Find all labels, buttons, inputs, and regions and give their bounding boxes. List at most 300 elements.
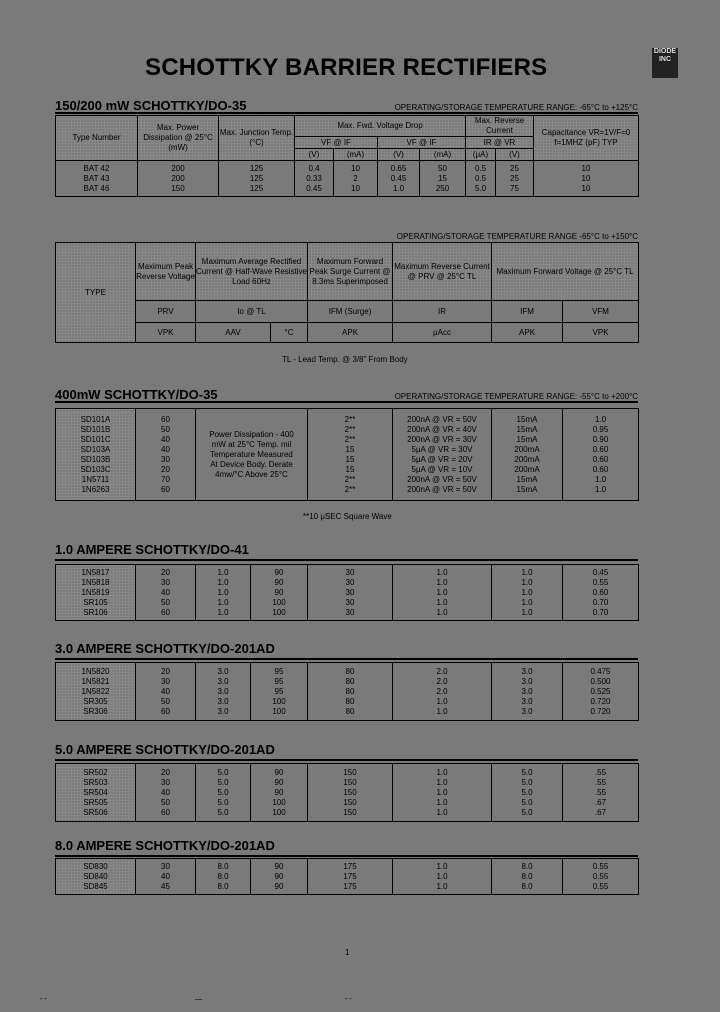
col-prv [136, 764, 196, 822]
cell-value: 125 [249, 183, 264, 193]
cell-value: 1.0 [217, 587, 229, 597]
cell-value: 5.0 [521, 807, 533, 817]
cell-value: 1N5817 [81, 567, 110, 577]
cell-value: 200 [171, 163, 185, 173]
table-5a [55, 763, 639, 822]
cell-value: 100 [272, 597, 286, 607]
cell-value: 100 [272, 797, 286, 807]
cell-value: 0.475 [590, 666, 611, 676]
cell-value: SD103A [80, 444, 111, 454]
section-title-400mw: 400mW SCHOTTKY/DO-35 [55, 387, 218, 402]
sym-prv: PRV [136, 301, 196, 323]
hdr-capacitance: Capacitance VR=1V/F=0 f=1MHZ (pF) TYP [534, 116, 639, 161]
cell-value: 0.4 [308, 163, 320, 173]
cell-value: 0.525 [590, 686, 611, 696]
cell-value: 2.0 [436, 676, 448, 686]
cell-value: 90 [274, 577, 284, 587]
square-wave-note: **10 μSEC Square Wave [303, 512, 392, 521]
cell-value: 5μA @ VR = 30V [411, 444, 473, 454]
cell-value: 100 [272, 607, 286, 617]
col-ifm [492, 565, 563, 621]
cell-value: .67 [594, 807, 607, 817]
cell-value: 2.0 [436, 666, 448, 676]
cell-value: BAT 43 [83, 173, 110, 183]
col-ifm [492, 764, 563, 822]
section-title-150-200mw: 150/200 mW SCHOTTKY/DO-35 [55, 98, 247, 113]
hdr-ir-at-vr: IR @ VR [466, 137, 534, 149]
col-ir [393, 663, 492, 721]
col-io [196, 565, 251, 621]
cell-value: 1.0 [436, 797, 448, 807]
cell-value: 1.0 [436, 567, 448, 577]
cell-value: 1.0 [392, 183, 405, 193]
cell-value: 30 [161, 454, 170, 464]
cell-value: SR502 [83, 767, 108, 777]
cell-value: 1.0 [436, 696, 448, 706]
cell-value: SR504 [83, 787, 108, 797]
cell-value: 90 [274, 881, 284, 891]
cell-value: 200nA @ VR = 50V [407, 474, 477, 484]
cell-value: 2** [344, 414, 356, 424]
cell-value: 0.60 [592, 454, 609, 464]
hdr-power-dissipation: Max. Power Dissipation @ 25°C (mW) [138, 116, 219, 161]
col-junction [219, 161, 295, 197]
cell-value: 0.60 [592, 444, 609, 454]
cell-value: BAT 46 [83, 183, 110, 193]
table-3a [55, 662, 639, 721]
cell-value: 15 [438, 173, 447, 183]
unit-apk: APK [308, 323, 393, 343]
cell-value: mW at 25°C Temp. mil [211, 439, 292, 449]
cell-value: 30 [161, 777, 170, 787]
cell-value: 50 [438, 163, 447, 173]
hdr-avg-rectified-current: Maximum Average Rectified Current @ Half-Wave Resistive Load 60Hz [196, 243, 308, 301]
cell-value: 200 [171, 173, 185, 183]
cell-value: 0.90 [592, 434, 609, 444]
page-number: 1 [345, 948, 350, 957]
cell-value: 50 [161, 424, 170, 434]
cell-value: 2 [353, 173, 358, 183]
cell-value: 8.0 [521, 881, 533, 891]
cell-value: 95 [274, 686, 284, 696]
cell-value: 3.0 [521, 666, 533, 676]
cell-value: 20 [161, 666, 170, 676]
page-title: SCHOTTKY BARRIER RECTIFIERS [145, 54, 548, 81]
cell-value: 0.60 [592, 587, 609, 597]
cell-value: 20 [161, 567, 170, 577]
cell-value: 25 [510, 173, 519, 183]
cell-value: 1.0 [217, 597, 229, 607]
hdr-vf-at-if-a: VF @ IF [295, 137, 378, 149]
table-1a [55, 564, 639, 621]
col-io [196, 764, 251, 822]
cell-value: 40 [161, 686, 170, 696]
col-surge [308, 565, 393, 621]
cell-value: 150 [343, 767, 357, 777]
table-8a [55, 858, 639, 895]
unit-vpk: VPK [136, 323, 196, 343]
footer-mark-mid: — [195, 996, 202, 1003]
cell-value: 0.720 [590, 696, 611, 706]
cell-value: 0.55 [592, 871, 609, 881]
cell-value: 15 [345, 444, 355, 454]
unit-apk: APK [492, 323, 563, 343]
cell-value: 1.0 [436, 787, 448, 797]
col-type [56, 565, 136, 621]
cell-value: 80 [345, 696, 355, 706]
cell-value: 95 [274, 666, 284, 676]
cell-value: 30 [345, 607, 355, 617]
cell-value: 1.0 [521, 577, 533, 587]
cell-value: .55 [594, 777, 607, 787]
section-rule [55, 658, 638, 660]
unit-v: (V) [378, 149, 420, 161]
cell-value: 0.55 [592, 881, 609, 891]
cell-value: 40 [161, 434, 170, 444]
cell-value: 25 [510, 163, 519, 173]
cell-value: 60 [161, 807, 170, 817]
cell-value: 150 [343, 797, 357, 807]
cell-value: 1N5818 [81, 577, 110, 587]
col-prv [136, 565, 196, 621]
cell-value: 15mA [516, 484, 538, 494]
col-type [56, 859, 136, 895]
section-rule [55, 855, 638, 857]
cell-value: 1N5711 [81, 474, 110, 484]
cell-value: 1.0 [436, 777, 448, 787]
cell-value: 2** [344, 424, 356, 434]
cell-value: SR105 [83, 597, 108, 607]
unit-ma: (mA) [420, 149, 466, 161]
cell-value: SD103B [80, 454, 111, 464]
cell-value: 1N5822 [81, 686, 110, 696]
hdr-max-forward-voltage: Maximum Forward Voltage @ 25°C TL [492, 243, 639, 301]
col-ir [466, 161, 496, 197]
cell-value: 45 [161, 881, 170, 891]
cell-value: 0.500 [590, 676, 611, 686]
cell-value: 1.0 [594, 474, 607, 484]
cell-value: SR505 [83, 797, 108, 807]
cell-value: 90 [274, 871, 284, 881]
cell-value: 1.0 [217, 577, 229, 587]
section-rule [55, 112, 638, 114]
cell-value: 5.0 [521, 777, 533, 787]
cell-value: 5.0 [217, 807, 229, 817]
hdr-peak-reverse-voltage: Maximum Peak Reverse Voltage [136, 243, 196, 301]
cell-value: 30 [161, 676, 170, 686]
cell-value: 1.0 [521, 597, 533, 607]
cell-value: 80 [345, 676, 355, 686]
cell-value: 2** [344, 434, 356, 444]
cell-value: SR506 [83, 807, 108, 817]
cell-value: 3.0 [521, 676, 533, 686]
cell-value: 2** [344, 474, 356, 484]
col-tl [251, 565, 308, 621]
col-type-number [56, 161, 138, 197]
col-prv [136, 663, 196, 721]
cell-value: .55 [594, 767, 607, 777]
cell-value: SR503 [83, 777, 108, 787]
cell-value: 50 [161, 797, 170, 807]
sym-ifm-surge: IFM (Surge) [308, 301, 393, 323]
cell-value: 5.0 [474, 183, 487, 193]
cell-value: 15 [345, 454, 355, 464]
cell-value: 1.0 [436, 706, 448, 716]
cell-value: 50 [161, 696, 170, 706]
cell-value: 1.0 [217, 567, 229, 577]
cell-value: 4mw/°C Above 25°C [215, 469, 288, 479]
cell-value: 1.0 [436, 607, 448, 617]
cell-value: 0.45 [306, 183, 322, 193]
unit-celsius: °C [271, 323, 308, 343]
cell-value: 15mA [516, 414, 538, 424]
cell-value: 2.0 [436, 686, 448, 696]
temp-range-s3: OPERATING/STORAGE TEMPERATURE RANGE: -55°C to +200°C [394, 392, 638, 401]
lead-temp-note: TL - Lead Temp. @ 3/8" From Body [282, 355, 408, 364]
cell-value: 40 [161, 787, 170, 797]
unit-uacc: μAcc [393, 323, 492, 343]
cell-value: 90 [274, 777, 284, 787]
cell-value: 1N5820 [81, 666, 110, 676]
cell-value: 5.0 [521, 797, 533, 807]
cell-value: 50 [161, 597, 170, 607]
col-if1 [334, 161, 378, 197]
cell-value: 200mA [514, 464, 540, 474]
cell-value: 8.0 [217, 861, 229, 871]
hdr-peak-surge-current: Maximum Forward Peak Surge Current @ 8.3ms Superimposed [308, 243, 393, 301]
cell-value: 0.95 [592, 424, 609, 434]
cell-value: 80 [345, 686, 355, 696]
cell-value: 30 [345, 567, 355, 577]
cell-value: 125 [249, 163, 264, 173]
cell-value: 30 [345, 597, 355, 607]
col-type [56, 764, 136, 822]
company-logo [652, 48, 678, 78]
cell-value: 150 [171, 183, 185, 193]
section-title-3a: 3.0 AMPERE SCHOTTKY/DO-201AD [55, 641, 275, 656]
cell-value: 175 [343, 871, 357, 881]
hdr-junction-temp: Max. Junction Temp. (°C) [219, 116, 295, 161]
cell-value: 200nA @ VR = 50V [407, 484, 477, 494]
col-surge [308, 409, 393, 501]
cell-value: 200nA @ VR = 30V [407, 434, 477, 444]
section-title-8a: 8.0 AMPERE SCHOTTKY/DO-201AD [55, 838, 275, 853]
cell-value: 15 [345, 464, 355, 474]
cell-value: SD845 [83, 881, 108, 891]
cell-value: 3.0 [521, 686, 533, 696]
cell-value: 8.0 [521, 871, 533, 881]
cell-value: 8.0 [521, 861, 533, 871]
cell-value: 3.0 [217, 676, 229, 686]
hdr-vf-at-if-b: VF @ IF [378, 137, 466, 149]
cell-value: 0.55 [592, 861, 609, 871]
hdr-type: TYPE [56, 243, 136, 343]
col-tl [251, 859, 308, 895]
cell-value: 100 [272, 807, 286, 817]
col-prv [136, 409, 196, 501]
power-dissipation-note [196, 409, 308, 501]
unit-v: (V) [295, 149, 334, 161]
col-vfm [563, 859, 639, 895]
cell-value: 8.0 [217, 881, 229, 891]
cell-value: 0.65 [390, 163, 407, 173]
cell-value: 5μA @ VR = 20V [411, 454, 473, 464]
cell-value: BAT 42 [83, 163, 110, 173]
col-ifm [492, 409, 563, 501]
cell-value: 5.0 [521, 787, 533, 797]
cell-value: 0.45 [592, 567, 609, 577]
col-ir [393, 565, 492, 621]
col-tl [251, 663, 308, 721]
cell-value: SD101B [80, 424, 111, 434]
cell-value: 90 [274, 787, 284, 797]
cell-value: SD103C [80, 464, 111, 474]
cell-value: 5μA @ VR = 10V [411, 464, 473, 474]
cell-value: 3.0 [521, 706, 533, 716]
unit-vpk: VPK [563, 323, 639, 343]
cell-value: 0.5 [474, 173, 487, 183]
cell-value: 2** [344, 484, 356, 494]
section-title-1a: 1.0 AMPERE SCHOTTKY/DO-41 [55, 542, 249, 557]
col-surge [308, 764, 393, 822]
col-vf1 [295, 161, 334, 197]
cell-value: 0.70 [592, 607, 609, 617]
cell-value: 1.0 [521, 567, 533, 577]
unit-ma: (mA) [334, 149, 378, 161]
footer-mark-right: - - [345, 996, 352, 1003]
cell-value: 30 [161, 577, 170, 587]
logo-text: DIODE INC [653, 48, 677, 63]
cell-value: 40 [161, 587, 170, 597]
col-ifm [492, 859, 563, 895]
hdr-type-number: Type Number [56, 116, 138, 161]
cell-value: 90 [274, 767, 284, 777]
cell-value: 90 [274, 861, 284, 871]
cell-value: 0.70 [592, 597, 609, 607]
sym-ir: IR [393, 301, 492, 323]
cell-value: 1.0 [436, 871, 448, 881]
cell-value: 8.0 [217, 871, 229, 881]
cell-value: 30 [345, 587, 355, 597]
cell-value: SR106 [83, 607, 108, 617]
cell-value: 75 [510, 183, 519, 193]
cell-value: 40 [161, 871, 170, 881]
hdr-fwd-voltage-drop: Max. Fwd. Voltage Drop [295, 116, 466, 137]
cell-value: 3.0 [217, 696, 229, 706]
cell-value: SR305 [83, 696, 108, 706]
cell-value: SD101A [80, 414, 111, 424]
cell-value: 125 [249, 173, 264, 183]
cell-value: 60 [161, 484, 170, 494]
cell-value: 10 [581, 173, 591, 183]
cell-value: 40 [161, 444, 170, 454]
col-io [196, 663, 251, 721]
cell-value: 150 [343, 787, 357, 797]
cell-value: 1.0 [436, 767, 448, 777]
cell-value: 100 [272, 706, 286, 716]
col-surge [308, 663, 393, 721]
cell-value: 60 [161, 414, 170, 424]
col-surge [308, 859, 393, 895]
table-150-200mw [55, 115, 639, 197]
col-tl [251, 764, 308, 822]
cell-value: 1.0 [521, 587, 533, 597]
cell-value: 0.33 [306, 173, 322, 183]
cell-value: 1.0 [436, 587, 448, 597]
cell-value: 1.0 [594, 484, 607, 494]
cell-value: 0.5 [474, 163, 487, 173]
cell-value: 20 [161, 464, 170, 474]
cell-value: .67 [594, 797, 607, 807]
cell-value: 30 [345, 577, 355, 587]
col-reverse-current [393, 409, 492, 501]
cell-value: 0.45 [390, 173, 407, 183]
col-vfm [563, 764, 639, 822]
cell-value: 1N5819 [81, 587, 110, 597]
cell-value: 5.0 [521, 767, 533, 777]
cell-value: 150 [343, 777, 357, 787]
cell-value: SD830 [83, 861, 108, 871]
cell-value: 20 [161, 767, 170, 777]
unit-aav: AAV [196, 323, 271, 343]
col-ifm [492, 663, 563, 721]
cell-value: SD840 [83, 871, 108, 881]
col-type [56, 663, 136, 721]
cell-value: Power Dissipation - 400 [209, 429, 294, 439]
cell-value: 5.0 [217, 767, 229, 777]
temp-range-s2: OPERATING/STORAGE TEMPERATURE RANGE -65°C to +150°C [396, 232, 638, 241]
col-cap [534, 161, 639, 197]
cell-value: 200mA [514, 444, 540, 454]
cell-value: 200mA [514, 454, 540, 464]
cell-value: 80 [345, 666, 355, 676]
col-prv [136, 859, 196, 895]
cell-value: 60 [161, 706, 170, 716]
cell-value: 0.60 [592, 464, 609, 474]
section-rule [55, 759, 638, 761]
cell-value: 3.0 [217, 686, 229, 696]
cell-value: 15mA [516, 424, 538, 434]
cell-value: .55 [594, 787, 607, 797]
cell-value: 70 [161, 474, 170, 484]
cell-value: 1.0 [217, 607, 229, 617]
cell-value: 1N5821 [81, 676, 110, 686]
cell-value: 175 [343, 861, 357, 871]
section-rule [55, 559, 638, 561]
cell-value: 10 [351, 163, 360, 173]
cell-value: 3.0 [217, 706, 229, 716]
col-if2 [420, 161, 466, 197]
col-vfm [563, 663, 639, 721]
cell-value: 175 [343, 881, 357, 891]
cell-value: 15mA [516, 434, 538, 444]
col-type [56, 409, 136, 501]
cell-value: 0.55 [592, 577, 609, 587]
sym-ifm: IFM [492, 301, 563, 323]
col-ir [393, 859, 492, 895]
cell-value: 0.720 [590, 706, 611, 716]
col-vr [496, 161, 534, 197]
cell-value: 1.0 [436, 881, 448, 891]
sym-vfm: VFM [563, 301, 639, 323]
cell-value: 30 [161, 861, 170, 871]
cell-value: 250 [435, 183, 450, 193]
temp-range-s1: OPERATING/STORAGE TEMPERATURE RANGE: -65°C to +125°C [394, 103, 638, 112]
cell-value: 95 [274, 676, 284, 686]
cell-value: 3.0 [217, 666, 229, 676]
section-title-5a: 5.0 AMPERE SCHOTTKY/DO-201AD [55, 742, 275, 757]
cell-value: 1.0 [521, 607, 533, 617]
